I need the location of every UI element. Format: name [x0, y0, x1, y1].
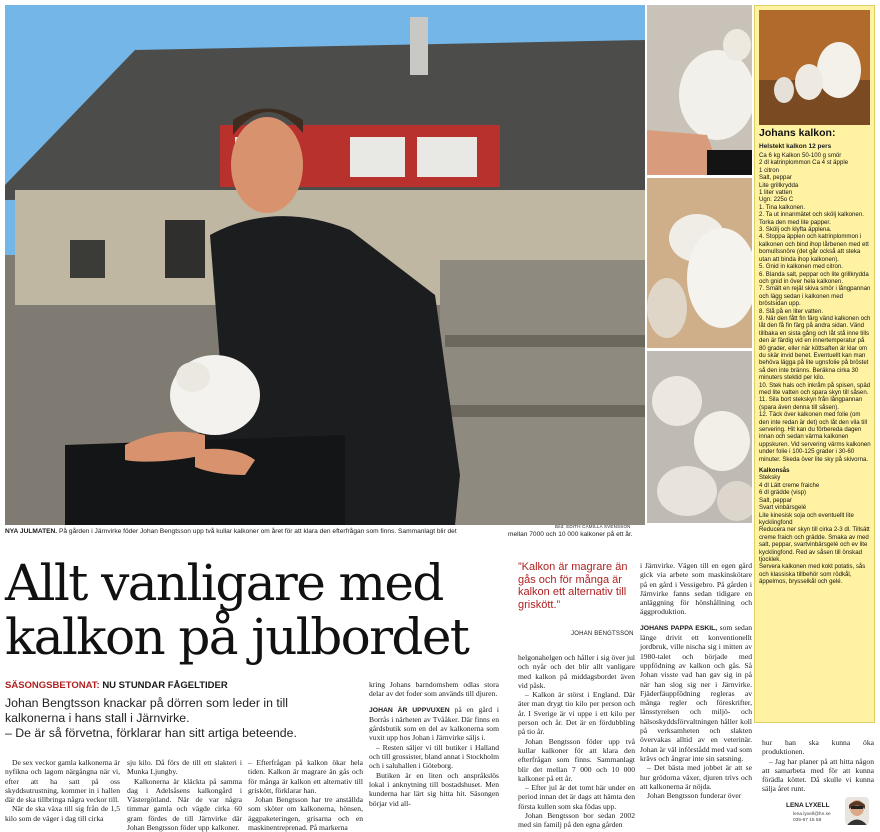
paragraph: hur han ska kunna öka produktionen. [762, 738, 874, 757]
caption-lead: NYA JULMATEN. [5, 528, 58, 535]
caption-text: På gården i Järnvirke föder Johan Bengtsson upp två kullar kalkoner om året för att klara den efterfrågan som finns. Sammanlagt blir det [59, 528, 457, 535]
main-photo [5, 5, 645, 525]
recipe-body [759, 152, 872, 586]
kicker-label: SÄSONGSBETONAT: [5, 680, 100, 691]
article-column-5 [518, 653, 635, 830]
headline: Allt vanligare med kalkon på julbordet [5, 554, 469, 666]
paragraph: – Efterfrågan på kalkon ökar hela tiden. Kalkon är magrare än gås och för många är kalkon ett alternativ till griskött, förklarar han. [248, 758, 363, 795]
recipe-subtitle: Helstekt kalkon 12 pers [759, 143, 832, 150]
paragraph: Johan Bengtsson bor sedan 2002 med sin familj på den egna gården [518, 811, 635, 830]
paragraph: Johan Bengtsson föder upp två kullar kalkoner för att klara den efterfrågan som finns. Sammanlagt blir det mellan 7 000 och 10 000 kalkoner på ett år. [518, 736, 635, 783]
kicker [5, 680, 228, 691]
paragraph: i Järnvirke. Vägen till en egen gård gick via arbete som maskinskötare på en gård i Vessigebro. På gården i Järnvirke fanns sedan tidigare en anläggning för hönshållning och äggproduktion. [640, 561, 752, 617]
paragraph: helgonahelgen och håller i sig över jul och nyår och det blir allt vanligare med kalkon på middagsbordet även vid påsk. [518, 653, 635, 690]
kicker-text: NU STUNDAR FÅGELTIDER [102, 680, 228, 691]
photo-caption-end: mellan 7000 och 10 000 kalkoner på ett år. [508, 531, 633, 538]
byline-contact [793, 812, 831, 823]
article-column-2 [127, 758, 242, 832]
pull-quote: ”Kalkon är magrare än gås och för många är kalkon ett alternativ till griskött.” [518, 561, 628, 611]
article-column-4 [369, 680, 499, 808]
photo-credit: Bild: EDITH CAMILLA SVENSSON [555, 524, 631, 529]
paragraph: Johan Bengtsson funderar över [647, 791, 742, 801]
article-column-6 [640, 561, 752, 800]
paragraph: sju kilo. Då förs de till ett slakteri i Munka Ljungby. [127, 758, 242, 777]
paragraph: De sex veckor gamla kalkonerna är nyfikna och lagom närgångna när vi, efter att ha satt på oss skyddsutrustning, kommer in i hallen där de ska tillbringa några veckor till. [5, 758, 120, 805]
paragraph: kring Johans barndomshem odlas stora delar av det foder som används till djuren. [369, 680, 499, 699]
recipe-title: Johans kalkon: [759, 127, 836, 139]
byline-name: LENA LYXELL [786, 802, 830, 809]
paragraph [640, 623, 752, 763]
paragraph: Butiken är en liten och anspråkslös lokal i anknytning till bostadshuset. Men kunderna har lärt sig hitta hit. Säsongen börjar vid all- [369, 770, 499, 808]
recipe-box [754, 5, 875, 723]
paragraph [369, 705, 499, 743]
subhead: JOHANS PAPPA ESKIL, [640, 624, 718, 632]
paragraph: – Jag har planer på att hitta någon att samarbeta med för att kunna förädla köttet. Då skulle vi kunna sälja året runt. [762, 756, 874, 794]
paragraph: Johan Bengtsson har tre anställda som sköter om kalkonerna, hönsen, äggpaketeringen, grisarna och en maskinentreprenad. På markerna [248, 795, 363, 832]
recipe-steps: 1. Tina kalkonen. 2. Ta ut innanmätet och skölj kalkonen. Torka den med lite papper. 3. Skölj och klyfta äpplena. 4. Stoppa äpplen och katrinplommon i kalkonen och bind ihop lårbenen med ett bomullssnöre (det går också att steka utan att binda ihop kalkonen). 5. Gnid in kalkonen med citron. 6. Blanda salt, peppar och lite grillkrydda och gnid in över hela kalkonen. 7. Smält en rejäl skiva smör i långpannan och lägg sedan i kalkonen med bröstsidan upp. 8. Slå på en liter vatten. 9. När den fått fin färg vänd kalkonen och låt den få fin färg på andra sidan. Vänd tillbaka en sista gång och låt stå inne tills den är färdig vid en innertemperatur på 80 grader, eller när köttsaften är klar om du skär invid benet. Eventuellt kan man behöva lägga på lite ugnsfolie på bröstet så den inte bränns. Beräkna cirka 30 minuters stektid per kilo. 10. Stek hals och inkråm på spisen, späd med lite vatten och spara skyn till såsen. 11. Sila bort stekskyn från långpannan (spara även denna till såsen). 12. Täck över kalkonen med folie (om den inte redan är det) och låt den vila till servering. Hit kan du förbereda dagen innan och sedan värma kalkonen uppskuren. Vid servering värms kalkonen under folie i 100-125 grader i 30-60 minuter. Skeda över lite sky på skivorna. [759, 203, 871, 463]
turkey-photo-3 [647, 351, 752, 523]
paragraph: – Det bästa med jobbet är att se hur grödorna växer, djuren trivs och att kalkonerna är nöjda. [640, 763, 752, 791]
recipe-photo [759, 10, 870, 125]
paragraph: – Kalkon är störst i England. Där äter man drygt tio kilo per person och år. I Sverige är vi uppe i ett kilo per person och år. Det är en fördubbling på tio år. [518, 690, 635, 737]
sauce-body: Steksky 4 dl Lätt creme fraiche 6 dl grädde (visp) Salt, peppar Svart vinbärsgelé Lite kinesisk soja och eventuellt lite kycklingfond Reducera ner skyn till cirka 2-3 dl. Tillsätt creme fraich och grädde. Smaka av med salt, peppar, svartvinbärsgelé och ev lite kycklingfond. Red av såsen till önskad tjocklek. Servera kalkonen med kokt potatis, sås och klassiska tillbehör som rödkål, äppelmos, brysselkål och gelé. [759, 474, 870, 586]
turkey-photo-2 [647, 178, 752, 348]
byline-phone: 035-67 15 58 [793, 817, 822, 823]
pull-quote-attribution: JOHAN BENGTSSON [571, 631, 634, 637]
recipe-ingredients: Ca 6 kg Kalkon 50-100 g smör 2 dl katrinplommon Ca 4 st äpple 1 citron Salt, peppar Lite grillkrydda 1 liter vatten Ugn: 225o C [759, 152, 849, 204]
author-avatar [845, 797, 869, 825]
text: som sedan länge drivit ett konventionellt jordbruk, ville nischa sig i mitten av 1980-talet och började med uppfödning av kalkon och gås. Så Johan visste vad han gav sig in på när han slog sig ner i Järnvirke. Fjäderfäuppfödning regleras av många regler och föreskrifter, lånsstyrelsen och miljö- och hälsoskyddsförvaltningen håller koll på verksamheten och slakten övervakas alltid av en veterinär. Johan är väl införstådd med vad som krävs och ångrar inte sin satsning. [640, 622, 752, 763]
turkey-photo-1 [647, 5, 752, 175]
sauce-title: Kalkonsås [759, 467, 790, 475]
byline-email: lena.lyxell@hn.se [793, 812, 831, 817]
ingress: Johan Bengtsson knackar på dörren som leder in till kalkonerna i hans stall i Järnvirke. – De är så förvetna, förklarar han sitt artiga beteende. [5, 696, 297, 740]
subhead: JOHAN ÄR UPPVUXEN [369, 706, 450, 714]
paragraph: Kalkonerna är kläckta på samma dag i Adelsåsens kalkongård i Västergötland. När de var några timmar gamla och vägde cirka 60 gram fördes de till Järnvirke där Johan Bengtsson föder upp kalkoner. [127, 776, 242, 832]
paragraph: – Efter jul är det tomt här under en period innan det är dags att hämta den första kullen som ska födas upp. [518, 783, 635, 811]
article-column-3 [248, 758, 363, 832]
article-column-7 [762, 738, 874, 794]
paragraph: – Resten säljer vi till butiker i Halland och till grossister, bland annat i Stockholm och i saluhallen i Göteborg. [369, 742, 499, 771]
paragraph: När de ska växa till sig från de 1,5 kilo som de väger i dag till cirka [5, 804, 120, 823]
text: på en gård i Borrås i närheten av Tvååker. Där finns en gårdsbutik som en del av kalkonerna som vuxit upp hos Johan i Järnvirke säljs i. [369, 704, 499, 743]
article-column-1 [5, 758, 120, 823]
